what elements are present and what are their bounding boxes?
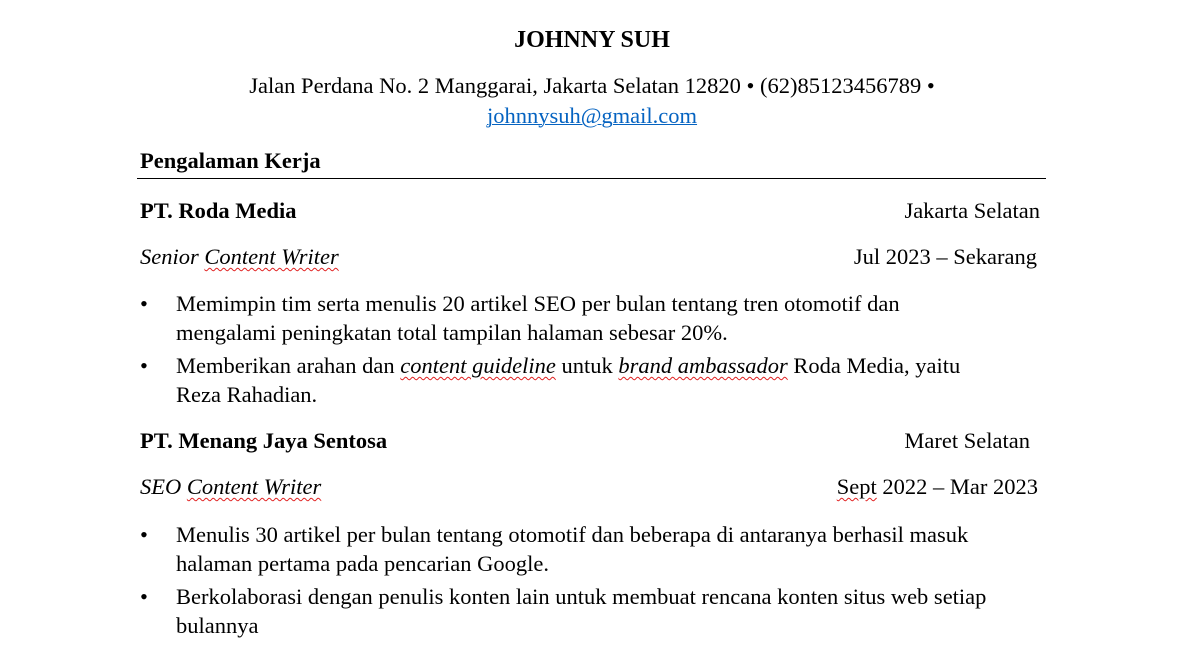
company-name: PT. Menang Jaya Sentosa (140, 428, 388, 453)
email-link[interactable]: johnnysuh@gmail.com (486, 103, 698, 128)
company-location: Maret Selatan (904, 428, 1030, 453)
bullet-icon: • (140, 353, 148, 378)
section-title: Pengalaman Kerja (140, 148, 321, 173)
company-name: PT. Roda Media (140, 198, 297, 223)
contact-line: Jalan Perdana No. 2 Manggarai, Jakarta Selatan 12820 • (62)85123456789 • (249, 73, 935, 98)
list-item: Memimpin tim serta menulis 20 artikel SEO per bulan tentang tren otomotif dan mengalami peningkatan total tampilan halaman sebesar 20%. (176, 291, 900, 345)
bullet-icon: • (140, 584, 148, 609)
job-dates: Jul 2023 – Sekarang (853, 244, 1037, 269)
bullet-icon: • (140, 291, 148, 316)
list-item: Berkolaborasi dengan penulis konten lain untuk membuat rencana konten situs web setiap bulannya (176, 584, 987, 638)
job-dates: Sept 2022 – Mar 2023 (836, 474, 1038, 499)
section-divider (137, 178, 1046, 179)
job-title: SEO Content Writer (140, 474, 322, 499)
list-item: Menulis 30 artikel per bulan tentang otomotif dan beberapa di antaranya berhasil masuk halaman pertama pada pencarian Google. (176, 522, 969, 576)
resume-name: JOHNNY SUH (514, 27, 670, 53)
bullet-icon: • (140, 522, 148, 547)
job-title: Senior Content Writer (140, 244, 339, 269)
company-location: Jakarta Selatan (904, 198, 1040, 223)
list-item: Memberikan arahan dan content guideline untuk brand ambassador Roda Media, yaitu Reza Rahadian. (176, 353, 961, 407)
